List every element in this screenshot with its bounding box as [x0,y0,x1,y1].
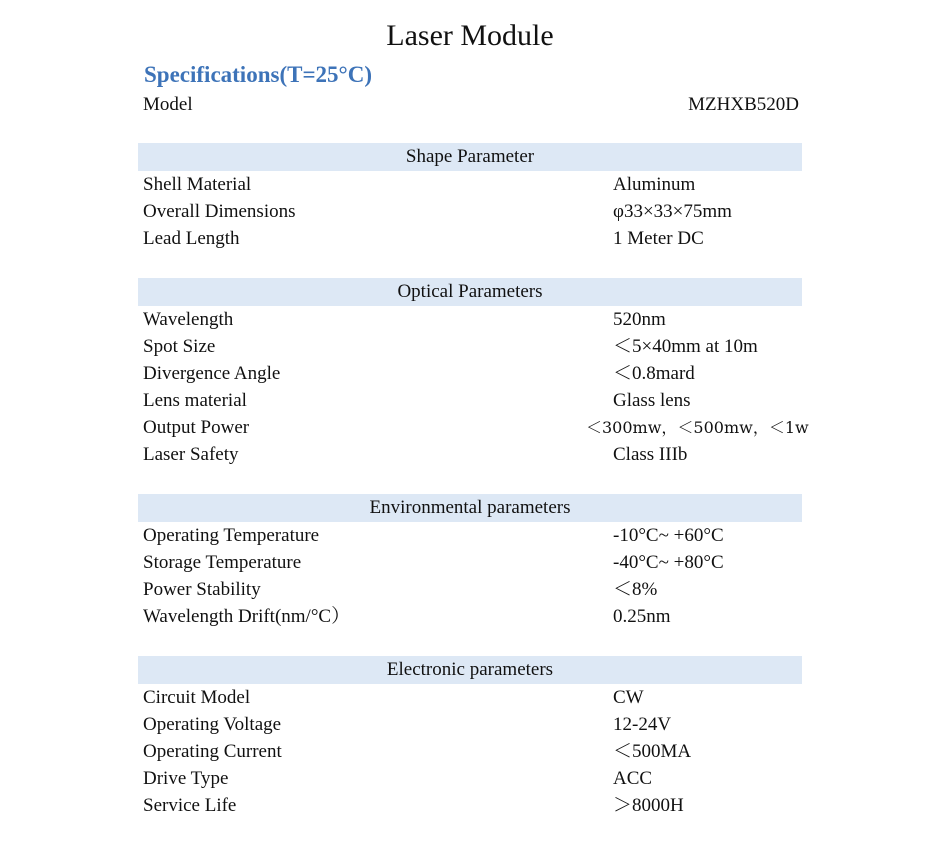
row-label: Output Power [143,417,250,438]
specifications-heading: Specifications(T=25°C) [144,62,373,87]
table-row [138,684,802,711]
row-label: Laser Safety [143,444,239,465]
row-label: Drive Type [143,768,229,789]
section-header: Environmental parameters [138,494,802,522]
section-shape-parameter [138,143,802,252]
model-label: Model [143,94,193,115]
row-value: Aluminum [613,174,696,195]
table-row [138,306,802,333]
model-row [143,92,799,117]
table-row [138,765,802,792]
row-value: 520nm [613,309,666,330]
section-header: Optical Parameters [138,278,802,306]
table-row [138,711,802,738]
row-value: Glass lens [613,390,691,411]
row-value: 12-24V [613,714,672,735]
row-label: Operating Temperature [143,525,320,546]
table-row [138,225,802,252]
row-label: Shell Material [143,174,252,195]
table-row [138,333,802,360]
page-title: Laser Module [386,19,554,52]
row-label: Service Life [143,795,237,816]
row-label: Overall Dimensions [143,201,296,222]
table-row [138,738,802,765]
row-value: ＞8000H [613,795,684,816]
table-row [138,441,802,468]
table-row [138,198,802,225]
row-label: Power Stability [143,579,261,600]
row-value: -40°C~ +80°C [613,552,724,573]
table-row [138,603,802,630]
table-row [138,549,802,576]
row-label: Circuit Model [143,687,251,708]
table-row [138,387,802,414]
row-label: Wavelength Drift(nm/°C） [143,606,351,627]
row-label: Spot Size [143,336,216,357]
row-value: Class IIIb [613,444,688,465]
table-row [138,576,802,603]
row-value: ＜8% [613,579,658,600]
row-value: ＜5×40mm at 10m [613,336,758,357]
section-optical-parameters [138,278,809,468]
table-row [138,171,802,198]
row-value: ACC [613,768,653,789]
table-row [138,414,809,441]
section-header: Shape Parameter [138,143,802,171]
row-value: CW [613,687,644,708]
row-label: Storage Temperature [143,552,302,573]
row-value: ＜0.8mard [613,363,695,384]
table-row [138,522,802,549]
row-label: Wavelength [143,309,234,330]
row-value: -10°C~ +60°C [613,525,724,546]
row-label: Lead Length [143,228,240,249]
row-label: Operating Current [143,741,282,762]
row-value: 1 Meter DC [613,228,704,249]
row-value: ＜300mw，＜500mw，＜1w [586,418,809,437]
row-label: Lens material [143,390,247,411]
row-label: Operating Voltage [143,714,282,735]
section-environmental-parameters [138,494,802,630]
row-value: 0.25nm [613,606,671,627]
row-value: φ33×33×75mm [613,201,732,222]
model-value: MZHXB520D [688,94,799,115]
row-value: ＜500MA [613,741,692,762]
row-label: Divergence Angle [143,363,281,384]
section-electronic-parameters [138,656,802,819]
table-row [138,360,802,387]
table-row [138,792,802,819]
section-header: Electronic parameters [138,656,802,684]
